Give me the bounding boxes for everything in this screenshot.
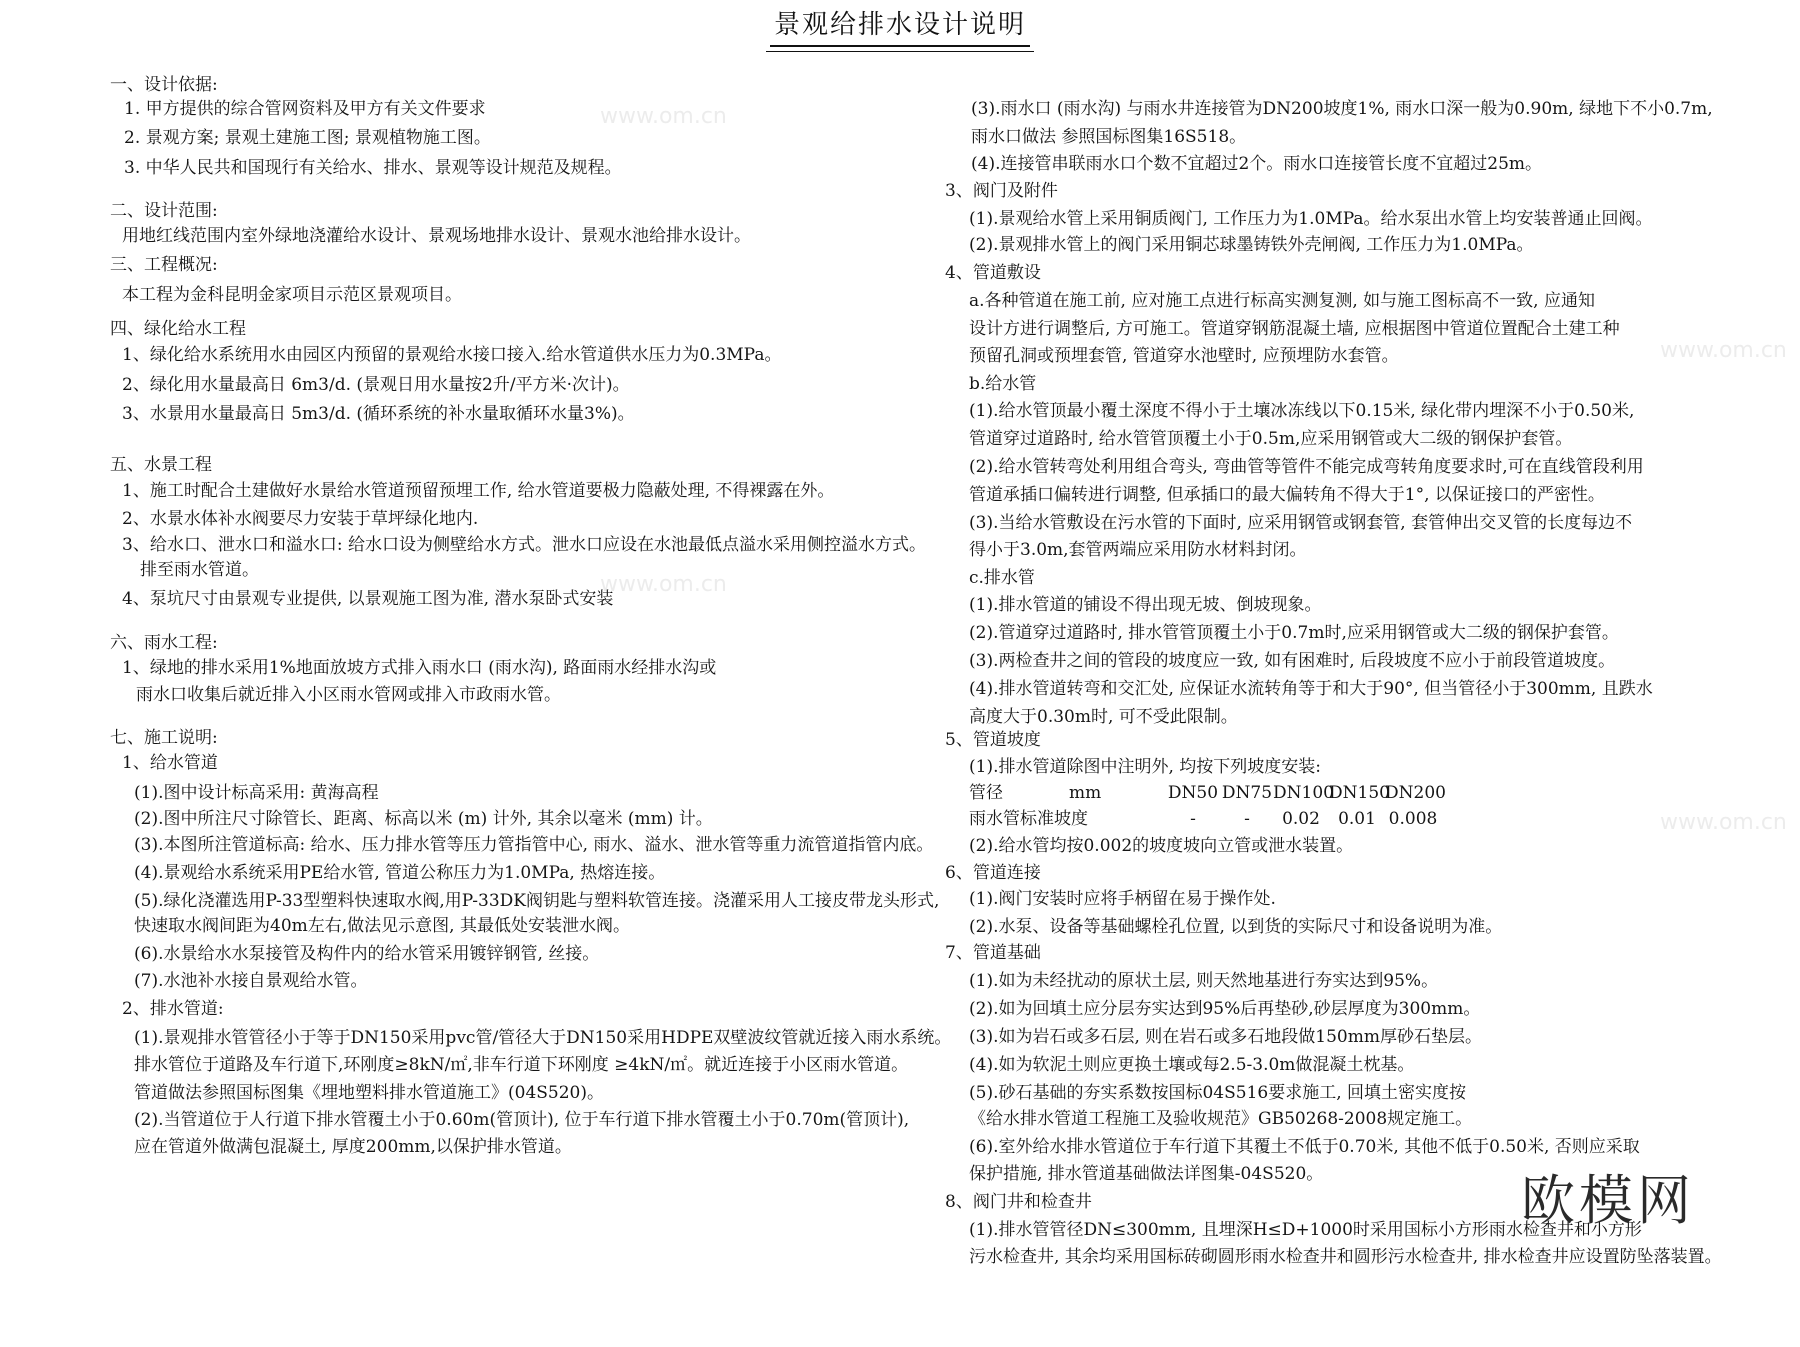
text-line: (3).雨水口 (雨水沟) 与雨水井连接管为DN200坡度1%, 雨水口深一般为0.90m, 绿地下不小0.7m, (971, 99, 1713, 119)
text-line: (1).景观给水管上采用铜质阀门, 工作压力为1.0MPa。给水泵出水管上均安装普通止回阀。 (969, 209, 1653, 229)
text-line: (1).排水管道的铺设不得出现无坡、倒坡现象。 (969, 595, 1322, 615)
text-line: 1、绿地的排水采用1%地面放坡方式排入雨水口 (雨水沟), 路面雨水经排水沟或 (122, 658, 717, 678)
text-line: 预留孔洞或预埋套管, 管道穿水池壁时, 应预埋防水套管。 (969, 346, 1399, 366)
text-line: 4、泵坑尺寸由景观专业提供, 以景观施工图为准, 潜水泵卧式安装 (122, 589, 614, 609)
text-line: (3).如为岩石或多石层, 则在岩石或多石地段做150mm厚砂石垫层。 (969, 1027, 1482, 1047)
slope-table-cell: DN200 (1385, 783, 1446, 803)
text-line: 雨水口收集后就近排入小区雨水管网或排入市政雨水管。 (136, 685, 561, 705)
slope-table-cell: - (1190, 809, 1196, 829)
text-line: 3、阀门及附件 (945, 181, 1058, 201)
slope-table-cell: 0.02 (1282, 809, 1320, 829)
text-line: (5).绿化浇灌选用P-33型塑料快速取水阀,用P-33DK阀钥匙与塑料软管连接。浇灌采用人工接皮带龙头形式, (134, 891, 940, 911)
text-line: (1).排水管道除图中注明外, 均按下列坡度安装: (969, 757, 1322, 777)
text-line: (2).给水管均按0.002的坡度坡向立管或泄水装置。 (969, 836, 1354, 856)
text-line: (1).阀门安装时应将手柄留在易于操作处. (969, 889, 1276, 909)
slope-table-cell: 管径 (969, 783, 1003, 803)
text-line: 1. 甲方提供的综合管网资料及甲方有关文件要求 (124, 99, 486, 119)
text-line: 1、给水管道 (122, 753, 218, 773)
slope-table-cell: 0.01 (1338, 809, 1376, 829)
text-line: 1、绿化给水系统用水由园区内预留的景观给水接口接入.给水管道供水压力为0.3MPa。 (122, 345, 782, 365)
text-line: (2).当管道位于人行道下排水管覆土小于0.60m(管顶计), 位于车行道下排水管覆土小于0.70m(管顶计), (134, 1110, 910, 1130)
slope-table-cell: 0.008 (1388, 809, 1438, 829)
slope-table-cell: - (1244, 809, 1250, 829)
text-line: 七、施工说明: (110, 728, 218, 748)
text-line: 《给水排水管道工程施工及验收规范》GB50268-2008规定施工。 (969, 1109, 1473, 1129)
text-line: (6).室外给水排水管道位于车行道下其覆土不低于0.70米, 其他不低于0.50米, 否则应采取 (969, 1137, 1640, 1157)
text-line: 排至雨水管道。 (140, 560, 259, 580)
text-line: (1).排水管管径DN≤300mm, 且埋深H≤D+1000时采用国标小方形雨水检查井和小方形 (969, 1220, 1642, 1240)
text-line: (4).排水管道转弯和交汇处, 应保证水流转角等于和大于90°, 但当管径小于300mm, 且跌水 (969, 679, 1653, 699)
text-line: 三、工程概况: (110, 255, 218, 275)
slope-table-header (969, 782, 1446, 804)
text-line: (2).景观排水管上的阀门采用铜芯球墨铸铁外壳闸阀, 工作压力为1.0MPa。 (969, 235, 1534, 255)
text-line: 五、水景工程 (110, 455, 212, 475)
text-line: 高度大于0.30m时, 可不受此限制。 (969, 707, 1238, 727)
text-line: 3、给水口、泄水口和溢水口: 给水口设为侧壁给水方式。泄水口应设在水池最低点溢水采用侧控溢水方式。 (122, 535, 926, 555)
text-line: b.给水管 (969, 374, 1037, 394)
text-line: 雨水口做法 参照国标图集16S518。 (971, 127, 1247, 147)
text-line: 快速取水阀间距为40m左右,做法见示意图, 其最低处安装泄水阀。 (134, 916, 630, 936)
text-line: 7、管道基础 (945, 943, 1041, 963)
text-line: 2. 景观方案; 景观土建施工图; 景观植物施工图。 (124, 128, 491, 148)
text-line: (3).本图所注管道标高: 给水、压力排水管等压力管指管中心, 雨水、溢水、泄水管等重力流管道指管内底。 (134, 835, 934, 855)
slope-table-cell: DN100 (1273, 783, 1334, 803)
text-line: 二、设计范围: (110, 201, 218, 221)
slope-table-cell: DN75 (1221, 783, 1273, 803)
text-line: 保护措施, 排水管道基础做法详图集-04S520。 (969, 1164, 1324, 1184)
text-line: 一、设计依据: (110, 75, 218, 95)
text-line: 3. 中华人民共和国现行有关给水、排水、景观等设计规范及规程。 (124, 158, 622, 178)
text-line: (7).水池补水接自景观给水管。 (134, 971, 368, 991)
text-line: 四、绿化给水工程 (110, 319, 246, 339)
text-line: 1、施工时配合土建做好水景给水管道预留预埋工作, 给水管道要极力隐蔽处理, 不得裸露在外。 (122, 481, 835, 501)
text-line: (2).给水管转弯处利用组合弯头, 弯曲管等管件不能完成弯转角度要求时,可在直线管段利用 (969, 457, 1644, 477)
slope-table-row (969, 808, 1441, 830)
slope-table-cell: DN50 (1167, 783, 1219, 803)
slope-table-cell: 雨水管标准坡度 (969, 809, 1088, 829)
text-line: 排水管位于道路及车行道下,环刚度≥8kN/㎡,非车行道下环刚度 ≥4kN/㎡。就近连接于小区雨水管道。 (134, 1055, 909, 1075)
text-line: (6).水景给水水泵接管及构件内的给水管采用镀锌钢管, 丝接。 (134, 944, 600, 964)
text-line: (2).管道穿过道路时, 排水管管顶覆土小于0.7m时,应采用钢管或大二级的钢保护套管。 (969, 623, 1619, 643)
text-line: (2).水泵、设备等基础螺栓孔位置, 以到货的实际尺寸和设备说明为准。 (969, 917, 1503, 937)
text-line: 得小于3.0m,套管两端应采用防水材料封闭。 (969, 540, 1307, 560)
text-line: 6、管道连接 (945, 863, 1041, 883)
text-line: 管道穿过道路时, 给水管管顶覆土小于0.5m,应采用钢管或大二级的钢保护套管。 (969, 429, 1573, 449)
text-line: 应在管道外做满包混凝土, 厚度200mm,以保护排水管道。 (134, 1137, 572, 1157)
text-line: 本工程为金科昆明金家项目示范区景观项目。 (122, 285, 462, 305)
text-line: 2、绿化用水量最高日 6m3/d. (景观日用水量按2升/平方米·次计)。 (122, 375, 630, 395)
text-line: c.排水管 (969, 568, 1035, 588)
text-line: (1).景观排水管管径小于等于DN150采用pvc管/管径大于DN150采用HDPE双壁波纹管就近接入雨水系统。 (134, 1028, 952, 1048)
watermark-logo: 欧模网 (1521, 1169, 1695, 1232)
text-line: (1).给水管顶最小覆土深度不得小于土壤冰冻线以下0.15米, 绿化带内埋深不小于0.50米, (969, 401, 1635, 421)
text-line: 管道做法参照国标图集《埋地塑料排水管道施工》(04S520)。 (134, 1083, 604, 1103)
text-line: 3、水景用水量最高日 5m3/d. (循环系统的补水量取循环水量3%)。 (122, 404, 635, 424)
text-line: 4、管道敷设 (945, 263, 1041, 283)
text-line: (4).景观给水系统采用PE给水管, 管道公称压力为1.0MPa, 热熔连接。 (134, 863, 666, 883)
text-line: 污水检查井, 其余均采用国标砖砌圆形雨水检查井和圆形污水检查井, 排水检查井应设置防坠落装置。 (969, 1247, 1722, 1267)
page-title: 景观给排水设计说明 (770, 4, 1030, 47)
text-line: (1).如为未经扰动的原状土层, 则天然地基进行夯实达到95%。 (969, 971, 1439, 991)
text-line: (5).砂石基础的夯实系数按国标04S516要求施工, 回填土密实度按 (969, 1083, 1467, 1103)
text-line: 2、水景水体补水阀要尽力安装于草坪绿化地内. (122, 509, 479, 529)
text-line: 5、管道坡度 (945, 730, 1041, 750)
text-line: 管道承插口偏转进行调整, 但承插口的最大偏转角不得大于1°, 以保证接口的严密性。 (969, 485, 1605, 505)
text-line: 用地红线范围内室外绿地浇灌给水设计、景观场地排水设计、景观水池给排水设计。 (122, 226, 751, 246)
text-line: (4).如为软泥土则应更换土壤或每2.5-3.0m做混凝土枕基。 (969, 1055, 1415, 1075)
text-line: (2).如为回填土应分层夯实达到95%后再垫砂,砂层厚度为300mm。 (969, 999, 1481, 1019)
text-line: 2、排水管道: (122, 999, 224, 1019)
text-line: (3).当给水管敷设在污水管的下面时, 应采用钢管或钢套管, 套管伸出交叉管的长度每边不 (969, 513, 1633, 533)
text-line: a.各种管道在施工前, 应对施工点进行标高实测复测, 如与施工图标高不一致, 应通知 (969, 291, 1595, 311)
title-block (0, 4, 1800, 47)
text-line: (4).连接管串联雨水口个数不宜超过2个。雨水口连接管长度不宜超过25m。 (971, 154, 1543, 174)
watermark-site-4: www.om.cn (1660, 810, 1787, 835)
slope-table-cell: DN150 (1329, 783, 1390, 803)
text-line: 设计方进行调整后, 方可施工。管道穿钢筋混凝土墙, 应根据图中管道位置配合土建工种 (969, 319, 1620, 339)
text-line: 8、阀门井和检查井 (945, 1192, 1092, 1212)
slope-table-cell: mm (1069, 783, 1102, 803)
watermark-site-1: www.om.cn (600, 104, 727, 129)
text-line: 六、雨水工程: (110, 633, 218, 653)
text-line: (2).图中所注尺寸除管长、距离、标高以米 (m) 计外, 其余以毫米 (mm) 计。 (134, 809, 713, 829)
watermark-site-3: www.om.cn (600, 572, 727, 597)
text-line: (3).两检查井之间的管段的坡度应一致, 如有困难时, 后段坡度不应小于前段管道坡度。 (969, 651, 1616, 671)
text-line: (1).图中设计标高采用: 黄海高程 (134, 783, 379, 803)
watermark-site-2: www.om.cn (1660, 338, 1787, 363)
